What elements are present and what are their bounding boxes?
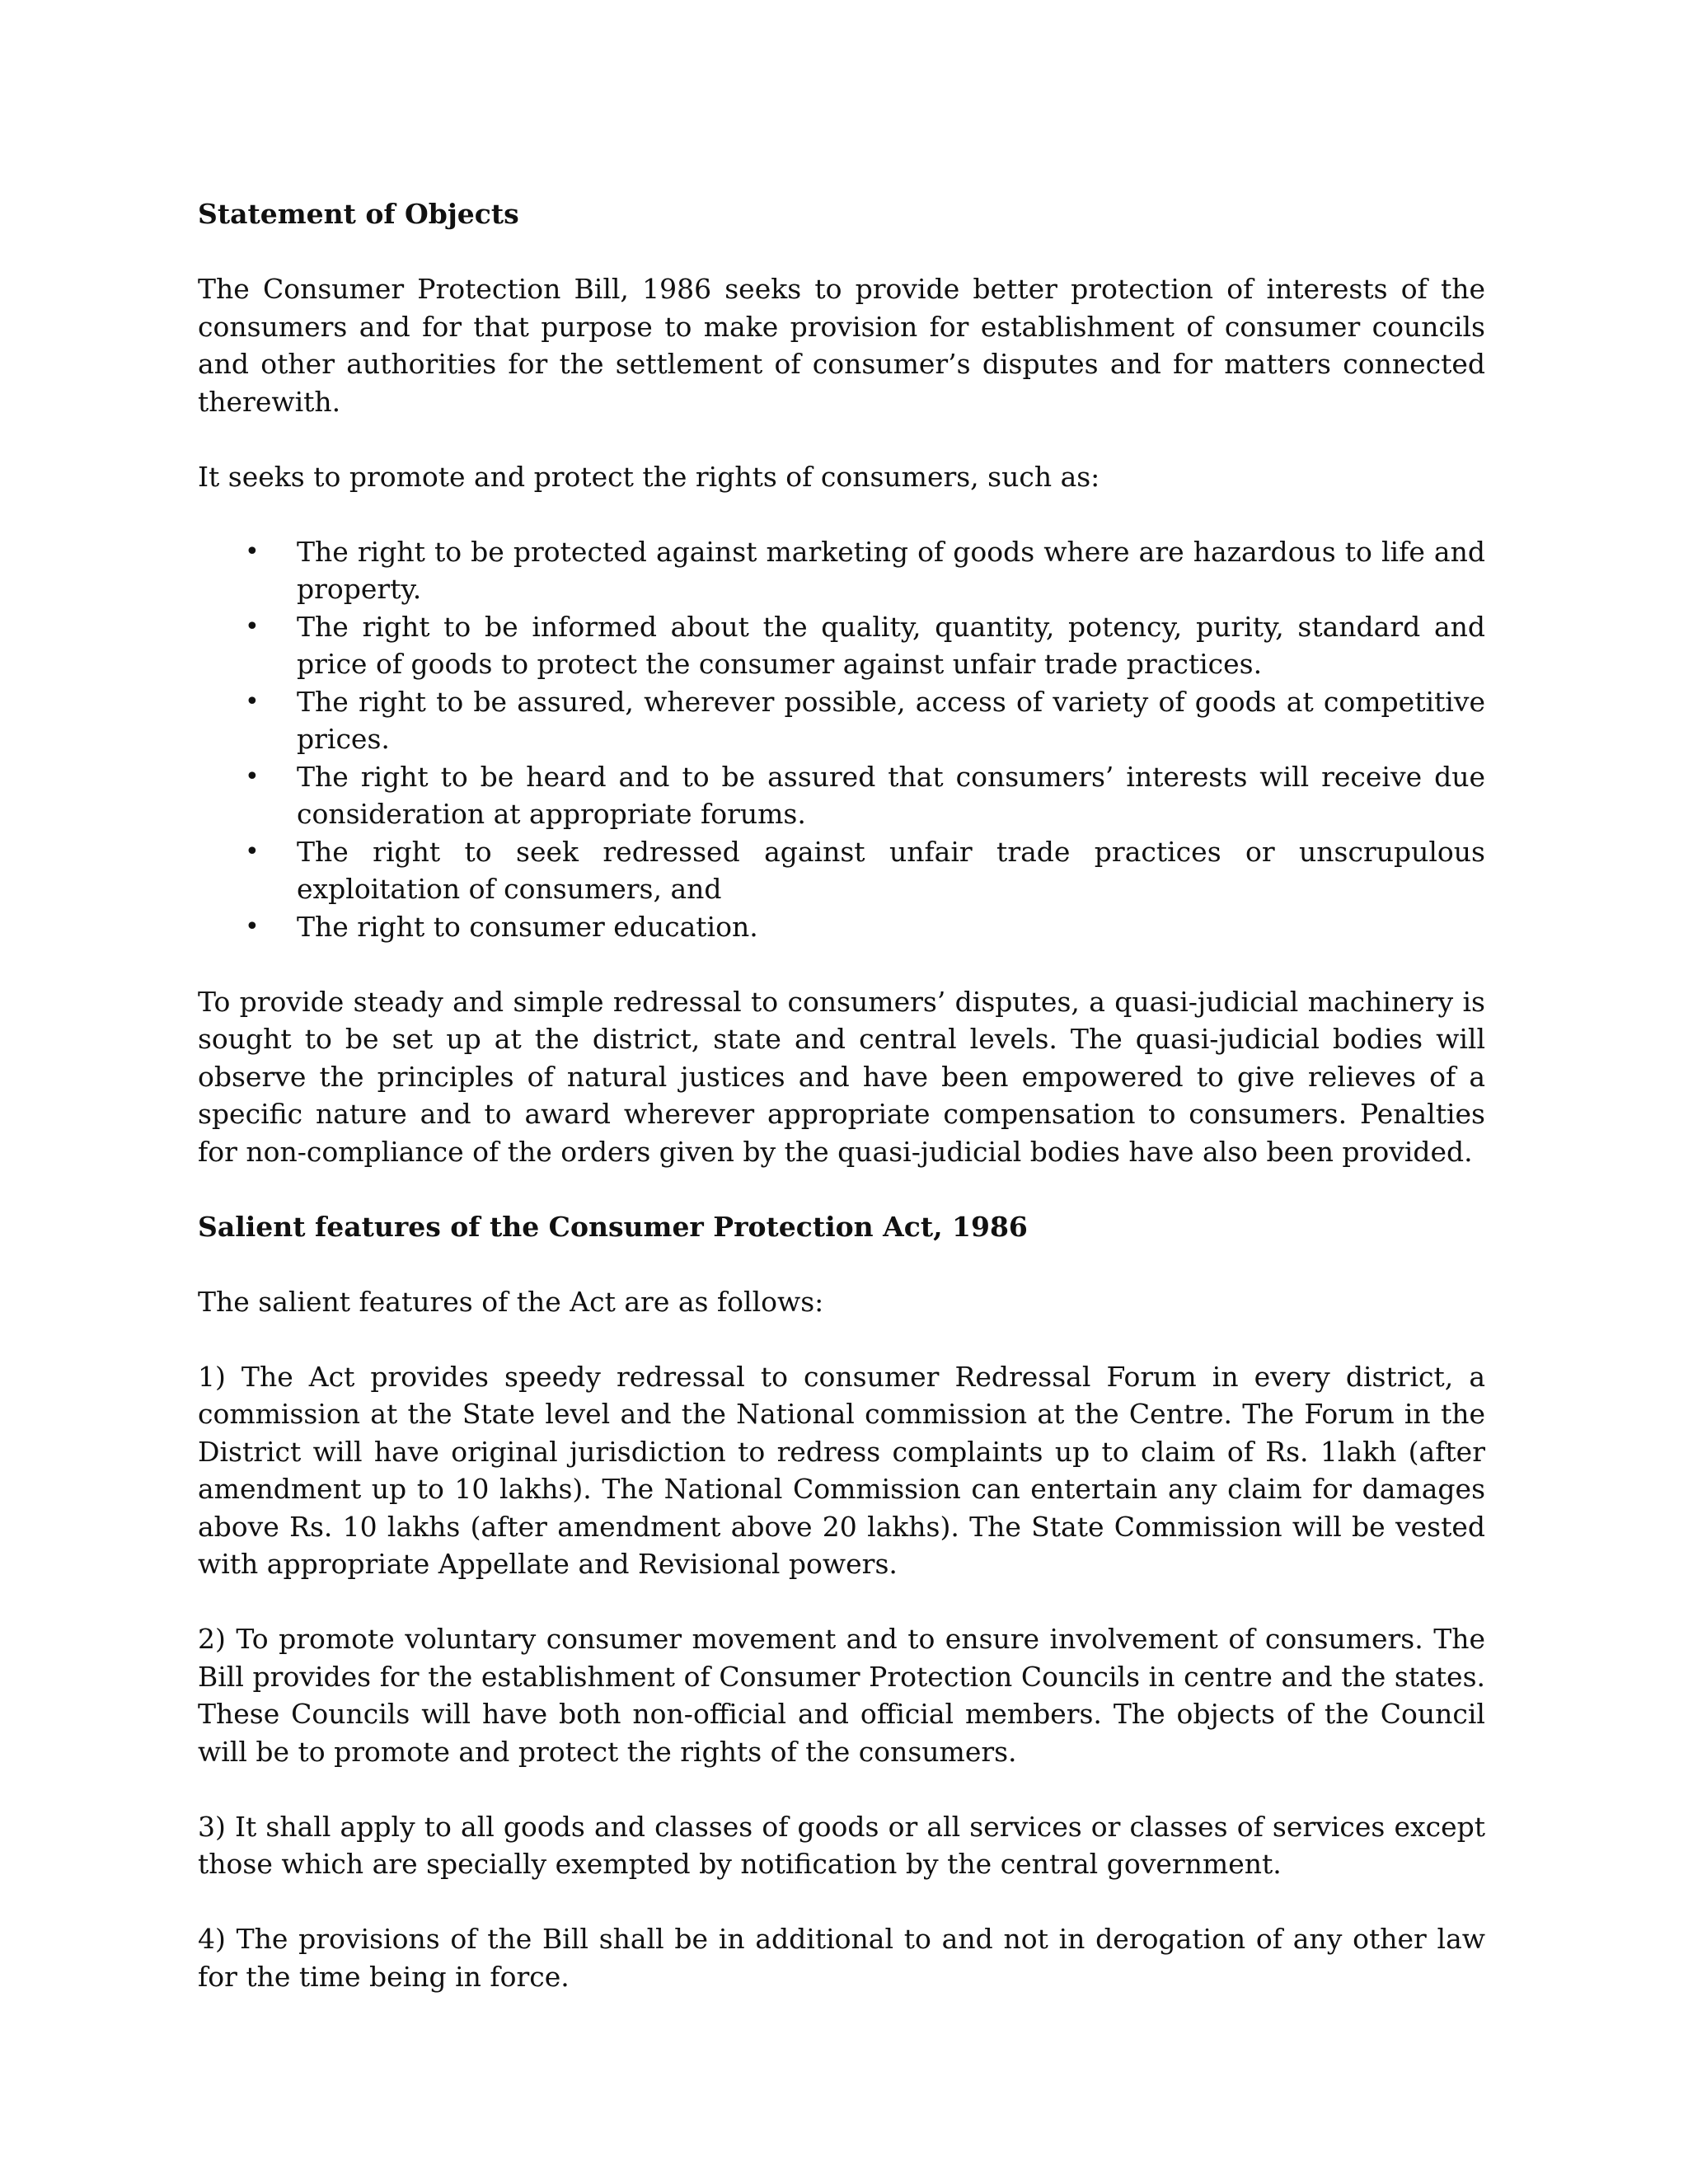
feature-paragraph-3: 3) It shall apply to all goods and classes of goods or all services or classes of services except those which are specially exempted by notification by the central government. [198,1810,1485,1880]
statement-of-objects-heading: Statement of Objects [198,198,519,230]
bullet-icon: • [245,612,260,641]
feature-paragraph-4: 4) The provisions of the Bill shall be in additional to and not in derogation of any other law for the time being in force. [198,1923,1485,1993]
feature-paragraph-2: 2) To promote voluntary consumer movement and to ensure involvement of consumers. The Bill provides for the establishment of Consumer Protection Councils in centre and the states. These Councils will have both non-official and official members. The objects of the Council will be to promote and protect the rights of the consumers. [198,1623,1485,1768]
bullet-icon: • [245,537,260,566]
bullet-icon: • [245,837,260,866]
list-item-text: The right to be informed about the quality, quantity, potency, purity, standard and price of goods to protect the consumer against unfair trade practices. [297,610,1485,680]
bullet-icon: • [245,762,260,791]
list-item-text: The right to be heard and to be assured that consumers’ interests will receive due consideration at appropriate forums. [297,760,1485,830]
bullet-icon: • [245,912,260,941]
list-item-text: The right to be assured, wherever possible, access of variety of goods at competitive prices. [297,685,1485,755]
list-item-text: The right to consumer education. [297,910,758,943]
salient-features-heading: Salient features of the Consumer Protection Act, 1986 [198,1210,1028,1243]
bullet-icon: • [245,687,260,716]
consumer-rights-list [198,533,1485,946]
document-page [198,195,1485,1995]
list-item [198,533,1485,608]
quasi-judicial-paragraph: To provide steady and simple redressal to consumers’ disputes, a quasi-judicial machinery is sought to be set up at the district, state and central levels. The quasi-judicial bodies will observe the principles of natural justices and have been empowered to give relieves of a specific nature and to award wherever appropriate compensation to consumers. Penalties for non-compliance of the orders given by the quasi-judicial bodies have also been provided. [198,985,1485,1168]
list-item [198,683,1485,758]
list-item [198,908,1485,946]
list-item [198,758,1485,833]
list-item-text: The right to seek redressed against unfair trade practices or unscrupulous exploitation of consumers, and [297,835,1485,905]
list-item [198,833,1485,908]
salient-features-intro: The salient features of the Act are as follows: [198,1285,824,1318]
bill-purpose-paragraph: The Consumer Protection Bill, 1986 seeks to provide better protection of interests of the consumers and for that purpose to make provision for establishment of consumer councils and other authorities for the settlement of consumer’s disputes and for matters connected therewith. [198,273,1485,418]
list-item-text: The right to be protected against marketing of goods where are hazardous to life and property. [297,535,1485,605]
rights-intro-paragraph: It seeks to promote and protect the rights of consumers, such as: [198,460,1100,493]
list-item [198,608,1485,683]
feature-paragraph-1: 1) The Act provides speedy redressal to consumer Redressal Forum in every district, a commission at the State level and the National commission at the Centre. The Forum in the District will have original jurisdiction to redress complaints up to claim of Rs. 1lakh (after amendment up to 10 lakhs). The National Commission can entertain any claim for damages above Rs. 10 lakhs (after amendment above 20 lakhs). The State Commission will be vested with appropriate Appellate and Revisional powers. [198,1360,1485,1580]
